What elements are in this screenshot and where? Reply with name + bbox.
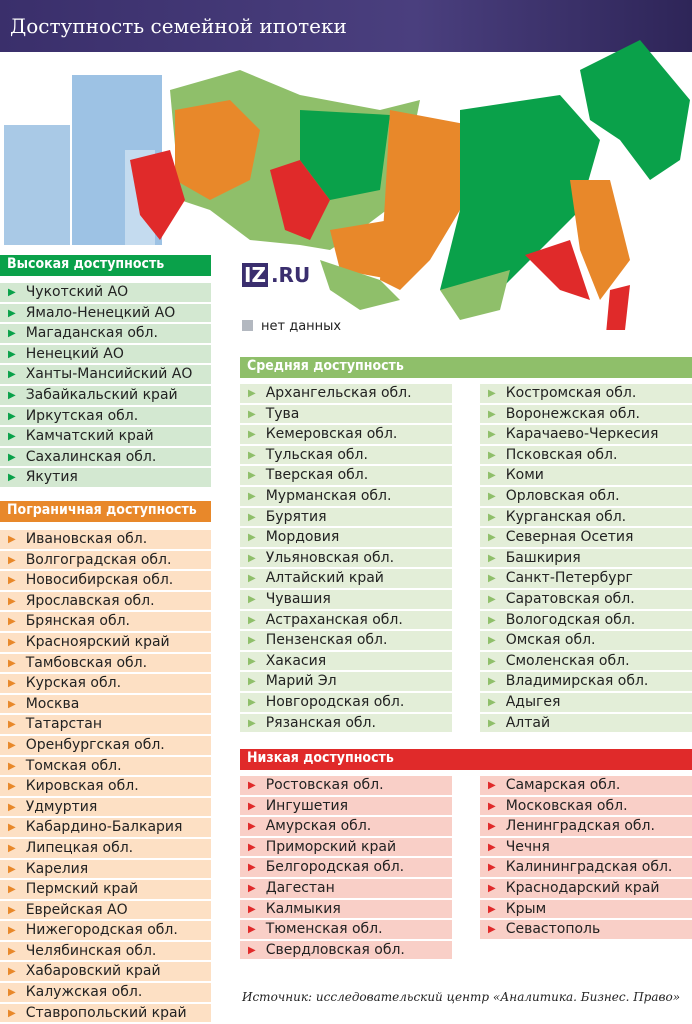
list-item [240, 858, 452, 877]
arrow-icon: ▶ [488, 388, 496, 399]
arrow-icon: ▶ [8, 472, 16, 484]
arrow-icon: ▶ [248, 552, 256, 564]
region-name: Дагестан [265, 879, 335, 896]
region-name: Омская обл. [505, 632, 596, 649]
list-item [0, 839, 211, 858]
arrow-icon: ▶ [8, 884, 16, 896]
list-item [240, 941, 452, 960]
list-item [0, 983, 211, 1002]
arrow-icon: ▶ [8, 1007, 16, 1019]
region-name: Калмыкия [265, 900, 341, 917]
list-item [0, 612, 211, 631]
list-item [480, 446, 692, 465]
arrow-icon: ▶ [248, 862, 256, 874]
arrow-icon: ▶ [248, 614, 256, 626]
region-name: Ярославская обл. [25, 592, 155, 609]
region-name: Ульяновская обл. [265, 549, 395, 566]
region-name: Псковская обл. [505, 446, 618, 463]
list-item [0, 695, 211, 714]
region-name: Новгородская обл. [265, 693, 405, 710]
list-item [240, 631, 452, 650]
list-item [480, 384, 692, 403]
region-low-primorye [605, 285, 630, 330]
arrow-icon: ▶ [8, 719, 16, 731]
list-item [240, 487, 452, 506]
list-item [240, 652, 452, 671]
list-item [480, 920, 692, 939]
arrow-icon: ▶ [248, 490, 256, 502]
region-name: Ямало-Ненецкий АО [25, 304, 176, 321]
list-item [0, 365, 211, 384]
region-name: Карачаево-Черкесия [505, 426, 659, 443]
region-name: Башкирия [505, 549, 581, 566]
arrow-icon: ▶ [248, 388, 256, 399]
list-item [0, 427, 211, 446]
list-item [0, 880, 211, 899]
arrow-icon: ▶ [8, 760, 16, 772]
region-name: Мурманская обл. [265, 487, 392, 504]
list-item [0, 448, 211, 467]
arrow-icon: ▶ [8, 966, 16, 978]
list-item [0, 530, 211, 549]
arrow-icon: ▶ [488, 408, 496, 420]
region-name: Северная Осетия [505, 529, 634, 546]
list-item [480, 797, 692, 816]
list-item [0, 757, 211, 776]
list-item [480, 425, 692, 444]
arrow-icon: ▶ [8, 636, 16, 648]
list-item [0, 345, 211, 364]
list-item [480, 528, 692, 547]
region-name: Амурская обл. [265, 818, 372, 835]
list-item [240, 466, 452, 485]
list-item [240, 508, 452, 527]
region-name: Архангельская обл. [265, 385, 412, 401]
region-name: Адыгея [505, 693, 561, 710]
list-item [0, 468, 211, 487]
list-item [0, 777, 211, 796]
page-title: Доступность семейной ипотеки [10, 14, 347, 38]
list-item [0, 592, 211, 611]
region-name: Воронежская обл. [505, 405, 640, 422]
region-name: Кабардино-Балкария [25, 819, 183, 836]
arrow-icon: ▶ [248, 944, 256, 956]
region-name: Забайкальский край [25, 386, 178, 403]
arrow-icon: ▶ [8, 410, 16, 422]
region-name: Владимирская обл. [505, 673, 649, 690]
list-item [0, 901, 211, 920]
list-item [0, 386, 211, 405]
list-item [480, 549, 692, 568]
list-item [0, 736, 211, 755]
border-header: Пограничная доступность [0, 501, 211, 522]
arrow-icon: ▶ [248, 780, 256, 791]
region-name: Костромская обл. [505, 385, 637, 401]
arrow-icon: ▶ [248, 593, 256, 605]
list-item [0, 407, 211, 426]
arrow-icon: ▶ [248, 676, 256, 688]
list-item [240, 405, 452, 424]
arrow-icon: ▶ [488, 696, 496, 708]
arrow-icon: ▶ [488, 903, 496, 915]
low-list-col2 [480, 776, 692, 941]
region-name: Магаданская обл. [25, 325, 158, 342]
region-name: Челябинская обл. [25, 942, 157, 959]
list-item [240, 672, 452, 691]
arrow-icon: ▶ [488, 717, 496, 729]
list-item [240, 817, 452, 836]
arrow-icon: ▶ [488, 862, 496, 874]
arrow-icon: ▶ [488, 800, 496, 812]
list-item [480, 569, 692, 588]
list-item [480, 405, 692, 424]
region-name: Пермский край [25, 881, 139, 898]
list-item [240, 446, 452, 465]
arrow-icon: ▶ [8, 348, 16, 360]
region-name: Московская обл. [505, 797, 628, 814]
arrow-icon: ▶ [248, 470, 256, 482]
list-item [240, 569, 452, 588]
arrow-icon: ▶ [248, 882, 256, 894]
list-item [0, 1004, 211, 1023]
list-item [0, 654, 211, 673]
region-name: Астраханская обл. [265, 611, 403, 628]
region-name: Ростовская обл. [265, 777, 384, 793]
arrow-icon: ▶ [248, 532, 256, 544]
arrow-icon: ▶ [248, 655, 256, 667]
high-list [0, 283, 211, 489]
list-item [240, 384, 452, 403]
medium-list-col2 [480, 384, 692, 734]
arrow-icon: ▶ [8, 389, 16, 401]
arrow-icon: ▶ [8, 534, 16, 545]
arrow-icon: ▶ [488, 532, 496, 544]
arrow-icon: ▶ [248, 408, 256, 420]
arrow-icon: ▶ [248, 573, 256, 585]
border-list [0, 530, 211, 1024]
list-item [0, 715, 211, 734]
arrow-icon: ▶ [248, 511, 256, 523]
region-name: Липецкая обл. [25, 839, 134, 856]
high-header: Высокая доступность [0, 255, 211, 276]
list-item [240, 714, 452, 733]
low-header: Низкая доступность [240, 749, 692, 770]
region-name: Оренбургская обл. [25, 736, 165, 753]
list-item [240, 900, 452, 919]
region-name: Хабаровский край [25, 963, 161, 980]
arrow-icon: ▶ [488, 552, 496, 564]
region-name: Тамбовская обл. [25, 654, 148, 671]
region-name: Красноярский край [25, 633, 170, 650]
list-item [480, 631, 692, 650]
region-name: Новосибирская обл. [25, 572, 174, 589]
arrow-icon: ▶ [8, 678, 16, 690]
region-name: Волгоградская обл. [25, 551, 172, 568]
list-item [480, 858, 692, 877]
region-name: Рязанская обл. [265, 714, 376, 731]
list-item [0, 921, 211, 940]
arrow-icon: ▶ [488, 573, 496, 585]
region-name: Татарстан [25, 716, 103, 733]
region-name: Ненецкий АО [25, 345, 124, 362]
arrow-icon: ▶ [248, 821, 256, 833]
region-name: Вологодская обл. [505, 611, 636, 628]
list-item [240, 693, 452, 712]
arrow-icon: ▶ [8, 307, 16, 319]
region-name: Курская обл. [25, 675, 122, 692]
arrow-icon: ▶ [8, 575, 16, 587]
arrow-icon: ▶ [8, 657, 16, 669]
region-name: Чукотский АО [25, 284, 129, 300]
arrow-icon: ▶ [248, 800, 256, 812]
region-name: Тульская обл. [265, 446, 368, 463]
list-item [240, 879, 452, 898]
arrow-icon: ▶ [488, 635, 496, 647]
arrow-icon: ▶ [8, 431, 16, 443]
medium-header: Средняя доступность [240, 357, 692, 378]
region-name: Ставропольский край [25, 1004, 187, 1021]
medium-list-col1 [240, 384, 452, 734]
region-name: Свердловская обл. [265, 941, 405, 958]
arrow-icon: ▶ [248, 449, 256, 461]
list-item [480, 838, 692, 857]
arrow-icon: ▶ [248, 924, 256, 936]
region-name: Алтай [505, 714, 551, 731]
region-name: Самарская обл. [505, 777, 621, 793]
region-name: Калужская обл. [25, 984, 143, 1001]
region-name: Нижегородская обл. [25, 922, 178, 939]
list-item [0, 860, 211, 879]
region-name: Хакасия [265, 652, 327, 669]
region-name: Сахалинская обл. [25, 448, 157, 465]
list-item [480, 817, 692, 836]
region-name: Тверская обл. [265, 467, 369, 484]
region-name: Кировская обл. [25, 778, 139, 795]
list-item [240, 590, 452, 609]
list-item [0, 818, 211, 837]
list-item [480, 714, 692, 733]
list-item [0, 633, 211, 652]
region-name: Алтайский край [265, 570, 384, 587]
region-name: Саратовская обл. [505, 590, 635, 607]
list-item [480, 508, 692, 527]
region-name: Крым [505, 900, 547, 917]
region-name: Курганская обл. [505, 508, 627, 525]
arrow-icon: ▶ [248, 903, 256, 915]
arrow-icon: ▶ [488, 593, 496, 605]
arrow-icon: ▶ [8, 739, 16, 751]
arrow-icon: ▶ [488, 924, 496, 936]
arrow-icon: ▶ [8, 925, 16, 937]
list-item [0, 324, 211, 343]
list-item [480, 466, 692, 485]
arrow-icon: ▶ [8, 822, 16, 834]
list-item [480, 652, 692, 671]
list-item [0, 674, 211, 693]
region-name: Якутия [25, 469, 78, 486]
region-name: Томская обл. [25, 757, 122, 774]
region-name: Ханты-Мансийский АО [25, 366, 193, 383]
arrow-icon: ▶ [488, 841, 496, 853]
arrow-icon: ▶ [488, 655, 496, 667]
arrow-icon: ▶ [8, 781, 16, 793]
region-name: Чувашия [265, 590, 331, 607]
region-name: Тува [265, 405, 300, 422]
arrow-icon: ▶ [8, 904, 16, 916]
region-name: Смоленская обл. [505, 652, 630, 669]
region-high-chukotka [580, 40, 690, 180]
list-item [480, 590, 692, 609]
arrow-icon: ▶ [488, 821, 496, 833]
arrow-icon: ▶ [8, 698, 16, 710]
list-item [480, 776, 692, 795]
region-name: Камчатский край [25, 428, 154, 445]
region-name: Кемеровская обл. [265, 426, 398, 443]
region-name: Белгородская обл. [265, 859, 405, 876]
arrow-icon: ▶ [488, 429, 496, 441]
legend-no-data: нет данных [242, 319, 341, 334]
arrow-icon: ▶ [8, 369, 16, 381]
arrow-icon: ▶ [488, 614, 496, 626]
low-list-col1 [240, 776, 452, 961]
list-item [480, 611, 692, 630]
arrow-icon: ▶ [488, 780, 496, 791]
arrow-icon: ▶ [248, 717, 256, 729]
arrow-icon: ▶ [8, 801, 16, 813]
list-item [240, 611, 452, 630]
arrow-icon: ▶ [8, 863, 16, 875]
source-note: Источник: исследовательский центр «Аналитика. Бизнес. Право» [242, 990, 681, 1004]
arrow-icon: ▶ [248, 635, 256, 647]
region-name: Иркутская обл. [25, 407, 139, 424]
list-item [240, 920, 452, 939]
region-name: Ивановская обл. [25, 531, 148, 547]
region-name: Удмуртия [25, 798, 98, 815]
region-name: Брянская обл. [25, 613, 130, 630]
arrow-icon: ▶ [8, 287, 16, 298]
list-item [240, 425, 452, 444]
list-item [480, 487, 692, 506]
arrow-icon: ▶ [488, 676, 496, 688]
list-item [0, 283, 211, 302]
region-name: Москва [25, 695, 80, 712]
region-name: Мордовия [265, 529, 340, 546]
list-item [240, 776, 452, 795]
arrow-icon: ▶ [488, 470, 496, 482]
list-item [240, 838, 452, 857]
gray-swatch-icon [242, 320, 253, 331]
region-name: Севастополь [505, 921, 601, 938]
arrow-icon: ▶ [248, 841, 256, 853]
arrow-icon: ▶ [248, 429, 256, 441]
list-item [480, 693, 692, 712]
arrow-icon: ▶ [8, 328, 16, 340]
arrow-icon: ▶ [8, 616, 16, 628]
region-name: Приморский край [265, 838, 397, 855]
list-item [0, 304, 211, 323]
list-item [0, 551, 211, 570]
arrow-icon: ▶ [488, 882, 496, 894]
region-name: Ингушетия [265, 797, 349, 814]
arrow-icon: ▶ [8, 554, 16, 566]
region-name: Бурятия [265, 508, 327, 525]
list-item [480, 879, 692, 898]
arrow-icon: ▶ [8, 842, 16, 854]
region-name: Марий Эл [265, 673, 337, 690]
arrow-icon: ▶ [488, 449, 496, 461]
region-name: Коми [505, 467, 544, 484]
arrow-icon: ▶ [248, 696, 256, 708]
arrow-icon: ▶ [8, 987, 16, 999]
arrow-icon: ▶ [488, 511, 496, 523]
list-item [0, 571, 211, 590]
region-name: Ленинградская обл. [505, 818, 655, 835]
region-name: Еврейская АО [25, 901, 128, 918]
list-item [0, 798, 211, 817]
region-name: Чечня [505, 838, 550, 855]
list-item [0, 942, 211, 961]
list-item [480, 900, 692, 919]
region-name: Калининградская обл. [505, 859, 673, 876]
region-name: Орловская обл. [505, 487, 620, 504]
list-item [240, 549, 452, 568]
list-item [0, 962, 211, 981]
arrow-icon: ▶ [488, 490, 496, 502]
izru-logo: IZ .RU [244, 263, 311, 287]
region-name: Пензенская обл. [265, 632, 388, 649]
region-name: Санкт-Петербург [505, 570, 633, 587]
region-name: Карелия [25, 860, 89, 877]
region-name: Краснодарский край [505, 879, 660, 896]
list-item [240, 528, 452, 547]
list-item [480, 672, 692, 691]
arrow-icon: ▶ [8, 595, 16, 607]
list-item [240, 797, 452, 816]
region-name: Тюменская обл. [265, 921, 383, 938]
arrow-icon: ▶ [8, 945, 16, 957]
arrow-icon: ▶ [8, 451, 16, 463]
